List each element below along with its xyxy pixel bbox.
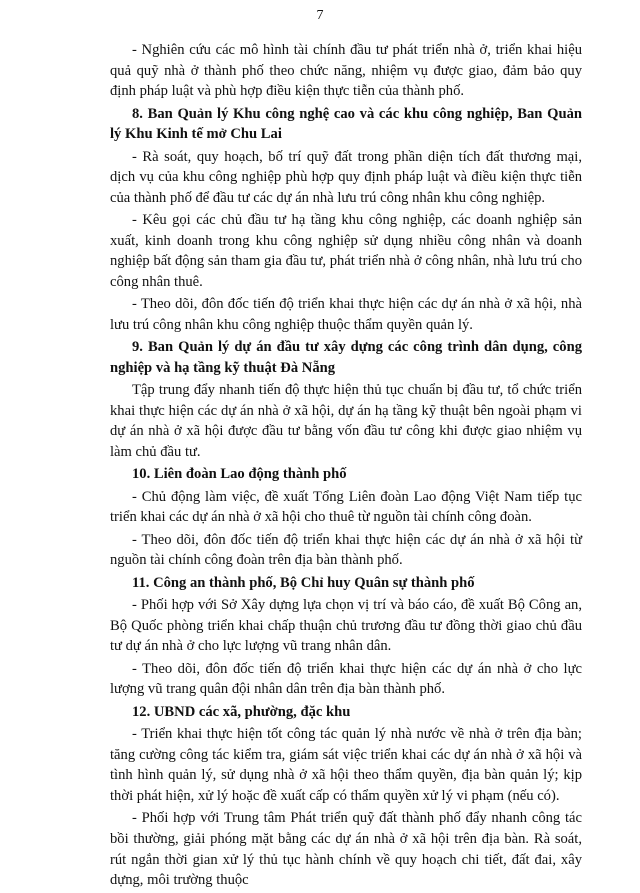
paragraph-research-finance-models: - Nghiên cứu các mô hình tài chính đầu tư phát triển nhà ở, triển khai hiệu quả quỹ nhà ở thành phố theo chức năng, nhiệm vụ được giao, đảm bảo quy định pháp luật và phù hợp điều kiện thực tiễn của thành phố. <box>110 42 582 100</box>
page-number: 7 <box>316 8 324 23</box>
paragraph-accelerate-investment: Tập trung đẩy nhanh tiến độ thực hiện thủ tục chuẩn bị đầu tư, tổ chức triển khai thực hiện các dự án nhà ở xã hội, dự án hạ tầng kỹ thuật bên ngoài phạm vi dự án nhà ở xã hội được đầu tư bằng vốn đầu tư công khi được giao nhiệm vụ làm chủ đầu tư. <box>110 382 582 461</box>
section-heading-12: 12. UBND các xã, phường, đặc khu <box>132 703 351 720</box>
paragraph-state-management: - Triển khai thực hiện tốt công tác quản lý nhà nước về nhà ở trên địa bàn; tăng cường công tác kiểm tra, giám sát việc triển khai các dự án nhà ở xã hội và tình hình quản lý, sử dụng nhà ở xã hội theo thẩm quyền, địa bàn quản lý; kịp thời phát hiện, xử lý hoặc đề xuất cấp có thẩm quyền xử lý vi phạm (nếu có). <box>110 726 582 804</box>
document-body <box>110 40 582 893</box>
section-heading-8: 8. Ban Quản lý Khu công nghệ cao và các khu công nghiệp, Ban Quản lý Khu Kinh tế mở Chu Lai <box>110 105 582 143</box>
section-heading-9: 9. Ban Quản lý dự án đầu tư xây dựng các công trình dân dụng, công nghiệp và hạ tầng kỹ thuật Đà Nẵng <box>110 339 582 376</box>
paragraph-call-investors: - Kêu gọi các chủ đầu tư hạ tầng khu công nghiệp, các doanh nghiệp sản xuất, kinh doanh trong khu công nghiệp sử dụng nhiều công nhân và doanh nghiệp bất động sản tham gia đầu tư, phát triển nhà ở công nhân, nhà lưu trú cho công nhân thuê. <box>110 212 582 290</box>
paragraph-land-clearance: - Phối hợp với Trung tâm Phát triển quỹ đất thành phố đẩy nhanh công tác bồi thường, giải phóng mặt bằng các dự án nhà ở xã hội trên địa bàn. Rà soát, rút ngắn thời gian xử lý thủ tục hành chính về quy hoạch chi tiết, đất đai, xây dựng, môi trường thuộc <box>110 810 582 889</box>
paragraph-armed-forces-monitoring: - Theo dõi, đôn đốc tiến độ triển khai thực hiện các dự án nhà ở cho lực lượng vũ trang quân đội nhân dân trên địa bàn thành phố. <box>110 660 582 698</box>
section-heading-11: 11. Công an thành phố, Bộ Chỉ huy Quân sự thành phố <box>132 574 475 591</box>
paragraph-union-proposal: - Chủ động làm việc, đề xuất Tổng Liên đoàn Lao động Việt Nam tiếp tục triển khai các dự án nhà ở xã hội cho thuê từ nguồn tài chính công đoàn. <box>110 488 582 526</box>
section-heading-10: 10. Liên đoàn Lao động thành phố <box>132 466 347 483</box>
paragraph-union-monitoring: - Theo dõi, đôn đốc tiến độ triển khai thực hiện các dự án nhà ở xã hội từ nguồn tài chính công đoàn trên địa bàn thành phố. <box>110 531 582 569</box>
paragraph-monitor-worker-housing: - Theo dõi, đôn đốc tiến độ triển khai thực hiện các dự án nhà ở xã hội, nhà lưu trú công nhân khu công nghiệp thuộc thẩm quyền quản lý. <box>110 296 582 333</box>
paragraph-land-planning: - Rà soát, quy hoạch, bố trí quỹ đất trong phần diện tích đất thương mại, dịch vụ của khu công nghiệp phù hợp quy định pháp luật và điều kiện thực tiễn của thành phố để đầu tư các dự án nhà lưu trú công nhân khu công nghiệp. <box>110 148 582 206</box>
paragraph-police-military-coordination: - Phối hợp với Sở Xây dựng lựa chọn vị trí và báo cáo, đề xuất Bộ Công an, Bộ Quốc phòng triển khai chấp thuận chủ trương đầu tư đồng thời giao chủ đầu tư dự án nhà ở cho lực lượng vũ trang nhân dân. <box>110 597 582 655</box>
